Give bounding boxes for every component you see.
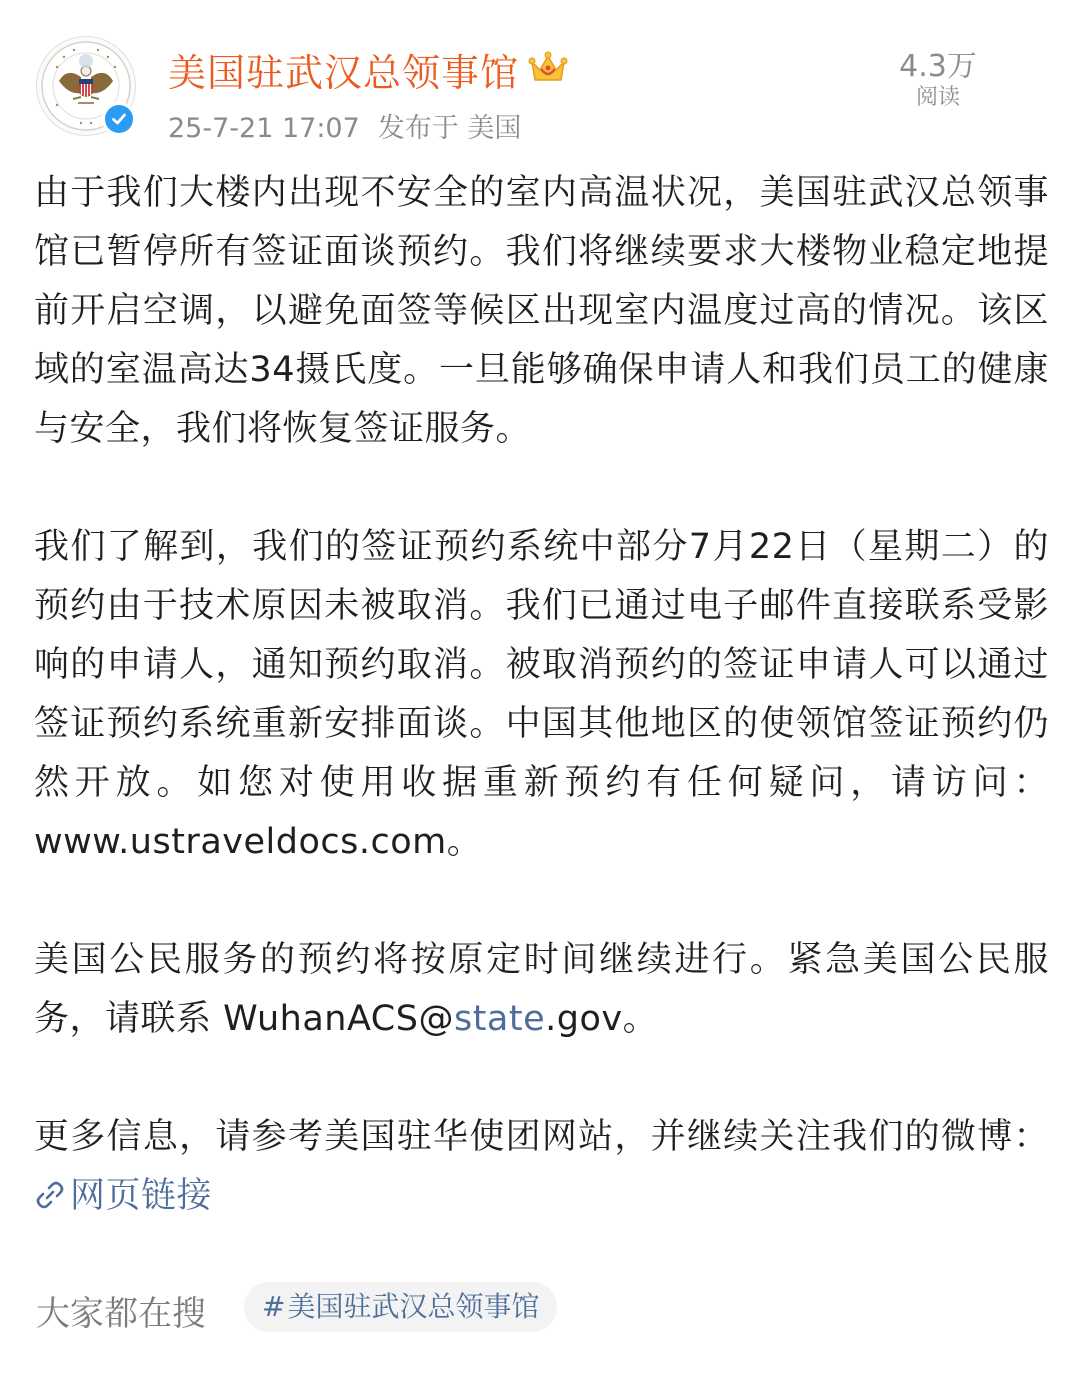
paragraph-1: 由于我们大楼内出现不安全的室内高温状况，美国驻武汉总领事馆已暂停所有签证面谈预约。我们将继续要求大楼物业稳定地提前开启空调，以避免面签等候区出现室内温度过高的情况。该区域的室温高达34摄氏度。一旦能够确保申请人和我们员工的健康与安全，我们将恢复签证服务。 xyxy=(34,173,1049,449)
paragraph-2: 我们了解到，我们的签证预约系统中部分7月22日（星期二）的预约由于技术原因未被取消。我们已通过电子邮件直接联系受影响的申请人，通知预约取消。被取消预约的签证申请人可以通过签证预约系统重新安排面谈。中国其他地区的使领馆签证预约仍然开放。如您对使用收据重新预约有任何疑问，请访问：www.ustraveldocs.com。 xyxy=(34,527,1049,862)
verified-check-icon xyxy=(105,105,133,133)
verified-badge xyxy=(102,102,136,136)
web-link-label: 网页链接 xyxy=(70,1176,213,1216)
view-label: 阅读 xyxy=(915,85,960,110)
paragraph-4 xyxy=(34,1108,1049,1226)
view-counter xyxy=(878,50,998,112)
post-header xyxy=(0,0,1080,160)
view-count: 4.3万 xyxy=(899,49,977,84)
post-timestamp: 25-7-21 17:07 xyxy=(168,113,360,144)
paragraph-4-text: 更多信息，请参考美国驻华使团网站，并继续关注我们的微博： xyxy=(34,1117,1049,1157)
trending-topic-text: 美国驻武汉总领事馆 xyxy=(287,1290,540,1323)
crown-icon[interactable] xyxy=(528,48,568,86)
location-prefix: 发布于 xyxy=(377,113,459,144)
paragraph-3-text: 美国公民服务的预约将按原定时间继续进行。紧急美国公民服务，请联系 WuhanACS@ xyxy=(34,940,1049,1039)
post-meta xyxy=(168,106,521,145)
hashtag-symbol: # xyxy=(262,1290,286,1323)
paragraph-3-tail: .gov。 xyxy=(545,999,659,1039)
trending-search-label: 大家都在搜 xyxy=(36,1294,206,1334)
paragraph-3 xyxy=(34,931,1049,1049)
link-icon xyxy=(34,1179,66,1211)
state-link[interactable]: state xyxy=(453,999,546,1039)
author-name[interactable]: 美国驻武汉总领事馆 xyxy=(168,51,520,95)
post-body xyxy=(34,164,1049,1226)
trending-topic-tag[interactable] xyxy=(244,1282,557,1332)
post-location: 美国 xyxy=(467,113,522,144)
web-link[interactable] xyxy=(34,1176,212,1216)
avatar[interactable] xyxy=(36,36,136,136)
